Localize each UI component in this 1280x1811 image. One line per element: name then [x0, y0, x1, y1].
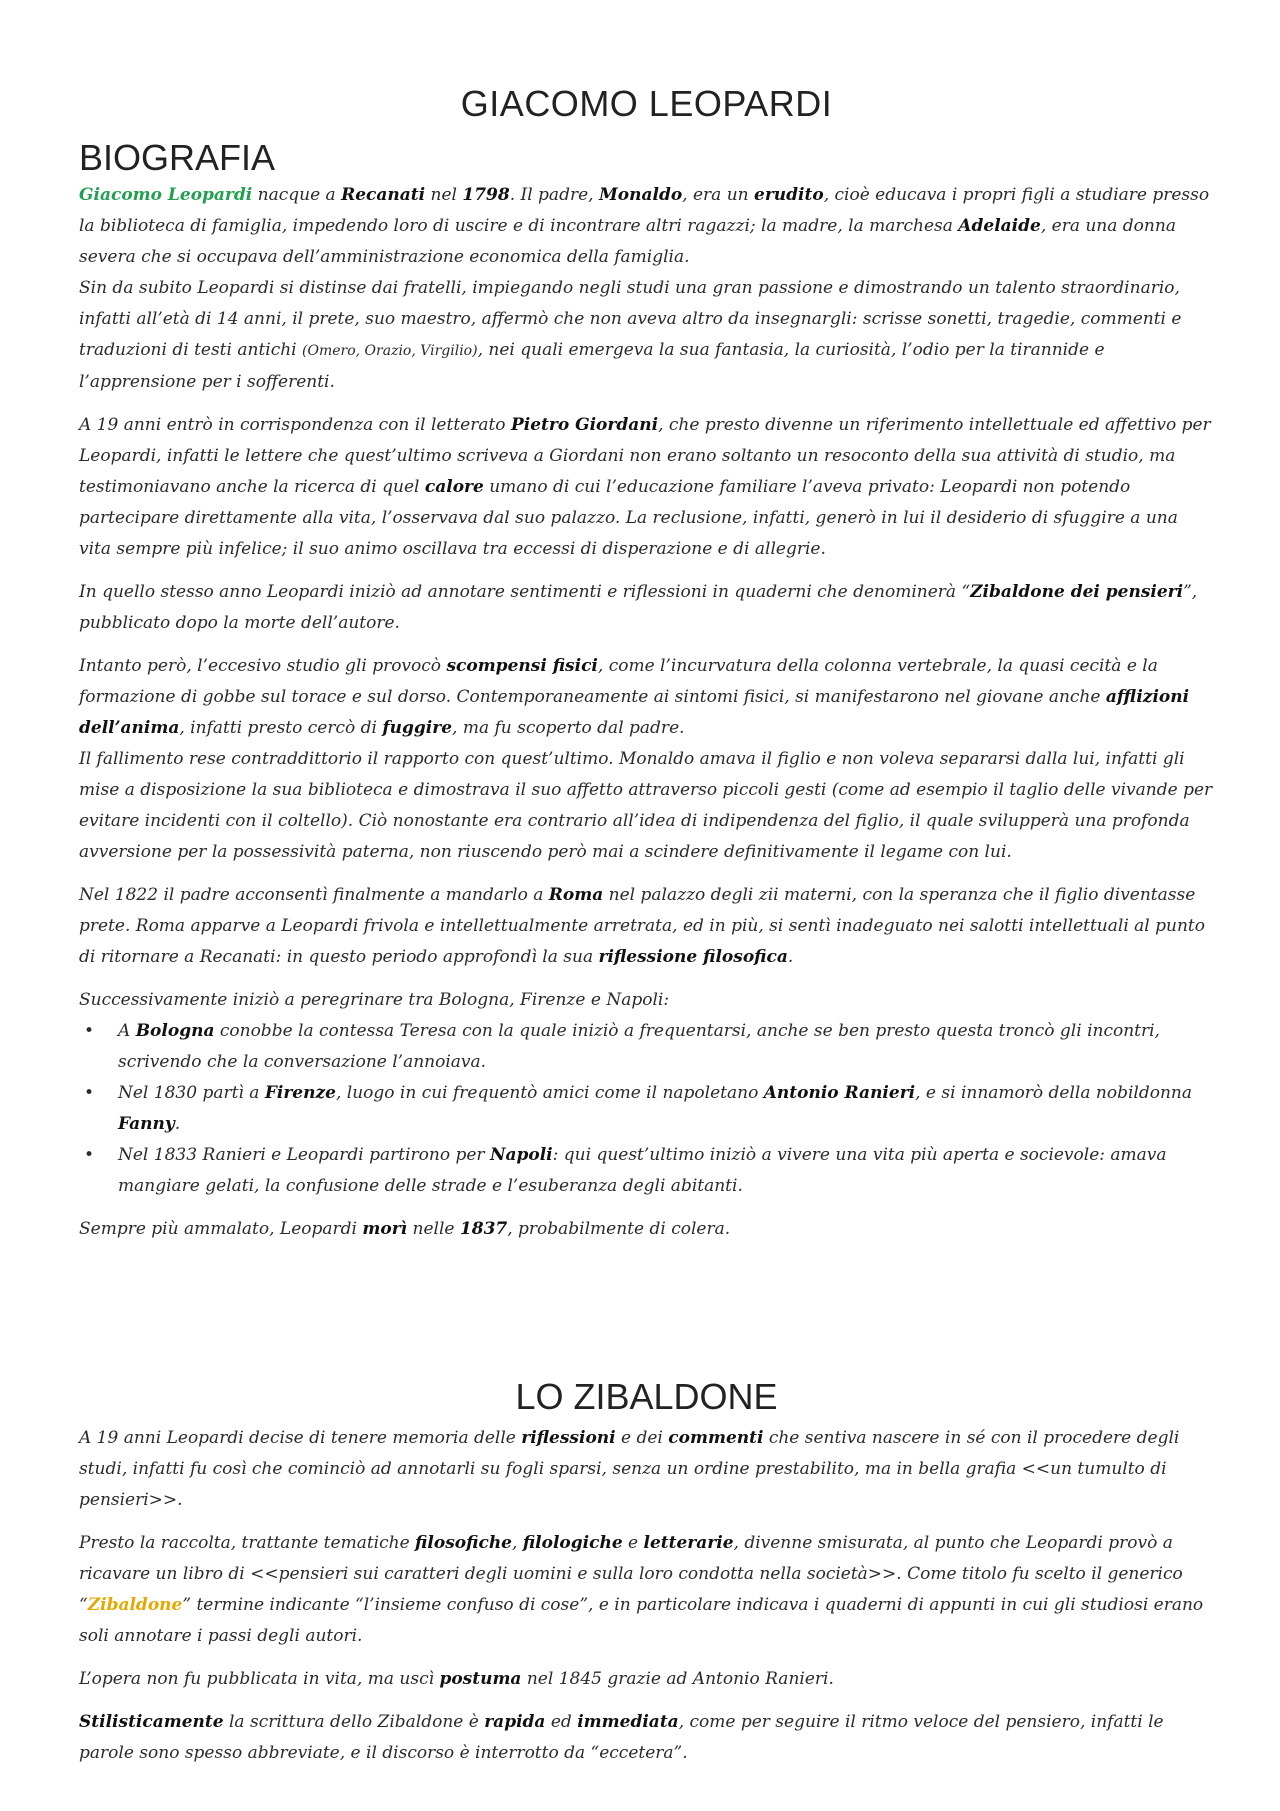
text-run: nel [425, 185, 463, 205]
text-run: : qui quest’ultimo iniziò a vivere una vita più aperta e socievole: amava mangiare gelati, la confusione delle strade e l’esuberanza degli abitanti. [118, 1145, 1167, 1196]
emphasis-text: Recanati [341, 185, 426, 205]
text-run: . [174, 1114, 181, 1134]
authors-note: (Omero, Orazio, Virgilio) [302, 343, 478, 359]
text-run: A 19 anni Leopardi decise di tenere memoria delle [79, 1428, 522, 1448]
emphasis-text: morì [362, 1219, 408, 1239]
list-item-text [118, 1083, 1192, 1134]
emphasis-text: 1837 [459, 1219, 508, 1239]
emphasis-text: riflessione filosofica [598, 947, 788, 967]
text-run: e dei [615, 1428, 669, 1448]
author-name-highlight: Giacomo Leopardi [79, 185, 253, 205]
text-run: , infatti presto cercò di [179, 718, 383, 738]
text-run: , era una donna severa che si occupava dell’amministrazione economica della famiglia. [79, 216, 1176, 267]
emphasis-text: filosofiche [415, 1533, 512, 1553]
text-run: , divenne smisurata, al punto che Leopardi provò a ricavare un libro di <<pensieri sui caratteri degli uomini e sulla loro condotta nella società>>. Come titolo fu scelto il generico “ [79, 1533, 1183, 1615]
emphasis-text: Bologna [135, 1021, 215, 1041]
paragraph [79, 744, 1214, 868]
text-run: ” termine indicante “l’insieme confuso di cose”, e in particolare indicava i quaderni di appunti in cui gli studiosi erano soli annotare i passi degli autori. [79, 1595, 1204, 1646]
text-run: nel 1845 grazie ad Antonio Ranieri. [521, 1669, 834, 1689]
emphasis-text: scompensi fisici [446, 656, 598, 676]
text-run: , nei quali emergeva la sua fantasia, la curiosità, l’odio per la tirannide e l’apprensione per i sofferenti. [79, 340, 1105, 392]
text-run: , ma fu scoperto dal padre. [452, 718, 685, 738]
text-run: Nel 1822 il padre acconsentì finalmente a mandarlo a [79, 885, 549, 905]
emphasis-text: commenti [668, 1428, 764, 1448]
emphasis-text: Adelaide [958, 216, 1041, 236]
paragraph [79, 180, 1214, 273]
paragraph [79, 1664, 1214, 1695]
text-run: che sentiva nascere in sé con il procedere degli studi, infatti fu così che cominciò ad annotarli su fogli sparsi, senza un ordine prestabilito, ma in bella grafia <<un tumulto di pensieri>>. [79, 1428, 1180, 1510]
paragraph [79, 651, 1214, 744]
text-run: , [512, 1533, 523, 1553]
emphasis-text: Roma [548, 885, 604, 905]
text-run: , come per seguire il ritmo veloce del pensiero, infatti le parole sono spesso abbreviate, e il discorso è interrotto da “eccetera”. [79, 1712, 1164, 1763]
emphasis-text: Napoli [489, 1145, 553, 1165]
emphasis-text: Pietro Giordani [510, 415, 659, 435]
paragraph [79, 410, 1214, 565]
text-run: . Il padre, [509, 185, 599, 205]
paragraph [79, 273, 1214, 398]
biografia-body [79, 180, 1214, 1245]
text-run: Successivamente iniziò a peregrinare tra Bologna, Firenze e Napoli: [79, 990, 670, 1010]
text-run: . [787, 947, 794, 967]
paragraph [79, 577, 1214, 639]
cities-list [79, 1016, 1214, 1202]
text-run: conobbe la contessa Teresa con la quale iniziò a frequentarsi, anche se ben presto questa troncò gli incontri, scrivendo che la conversazione l’annoiava. [118, 1021, 1160, 1072]
emphasis-text: riflessioni [521, 1428, 616, 1448]
emphasis-text: postuma [439, 1669, 522, 1689]
emphasis-text: Antonio Ranieri [763, 1083, 916, 1103]
text-run: Nel 1830 partì a [118, 1083, 265, 1103]
emphasis-text: Monaldo [598, 185, 683, 205]
paragraph [79, 1707, 1214, 1769]
emphasis-text: erudito [754, 185, 824, 205]
text-run: , come l’incurvatura della colonna vertebrale, la quasi cecità e la formazione di gobbe sul torace e sul dorso. Contemporaneamente ai sintomi fisici, si manifestarono nel giovane anche [79, 656, 1158, 707]
paragraph [79, 880, 1214, 973]
emphasis-text: fuggire [382, 718, 453, 738]
paragraph [79, 1528, 1214, 1652]
text-run: A [118, 1021, 136, 1041]
list-item-text [118, 1021, 1160, 1072]
text-run: Sin da subito Leopardi si distinse dai fratelli, impiegando negli studi una gran passione e dimostrando un talento straordinario, infatti all’età di 14 anni, il prete, suo maestro, affermò che non aveva altro da insegnargli: scrisse sonetti, tragedie, commenti e traduzioni di testi antichi [79, 278, 1182, 360]
list-item-text [118, 1145, 1167, 1196]
text-run: ed [545, 1712, 578, 1732]
emphasis-text: Zibaldone dei pensieri [970, 582, 1184, 602]
list-item [83, 1078, 1214, 1140]
text-run: A 19 anni entrò in corrispondenza con il letterato [79, 415, 511, 435]
zibaldone-heading: LO ZIBALDONE [515, 1376, 778, 1417]
emphasis-text: rapida [484, 1712, 546, 1732]
text-run: , cioè educava i propri figli a studiare presso la biblioteca di famiglia, impedendo loro di uscire e di incontrare altri ragazzi; la madre, la marchesa [79, 185, 1210, 236]
bullet-icon: • [83, 1021, 95, 1041]
list-item [83, 1016, 1214, 1078]
text-run: nacque a [252, 185, 342, 205]
zibaldone-highlight: Zibaldone [87, 1595, 183, 1615]
text-run: Il fallimento rese contraddittorio il rapporto con quest’ultimo. Monaldo amava il figlio e non voleva separarsi dalla lui, infatti gli mise a disposizione la sua biblioteca e dimostrava il suo affetto attraverso piccoli gesti (come ad esempio il taglio delle vivande per evitare incidenti con il coltello). Ciò nonostante era contrario all’idea di indipendenza del figlio, il quale svilupperà una profonda avversione per la possessività paterna, non riuscendo però mai a scindere definitivamente il legame con lui. [79, 749, 1213, 862]
section-spacer [79, 1257, 1214, 1375]
text-run: nel palazzo degli zii materni, con la speranza che il figlio diventasse prete. Roma apparve a Leopardi frivola e intellettualmente arretrata, ed in più, si sentì inadeguato nei salotti intellettuali al punto di ritornare a Recanati: in questo periodo approfondì la sua [79, 885, 1205, 967]
text-run: In quello stesso anno Leopardi iniziò ad annotare sentimenti e riflessioni in quaderni che denominerà “ [79, 582, 971, 602]
text-run: L’opera non fu pubblicata in vita, ma uscì [79, 1669, 440, 1689]
text-run: umano di cui l’educazione familiare l’aveva privato: Leopardi non potendo partecipare direttamente alla vita, l’osservava dal suo palazzo. La reclusione, infatti, generò in lui il desiderio di sfuggire a una vita sempre più infelice; il suo animo oscillava tra eccessi di disperazione e di allegrie. [79, 477, 1178, 559]
paragraph [79, 985, 1214, 1016]
emphasis-text: Firenze [264, 1083, 336, 1103]
text-run: Sempre più ammalato, Leopardi [79, 1219, 363, 1239]
text-run: , e si innamorò della nobildonna [915, 1083, 1192, 1103]
text-run: la scrittura dello Zibaldone è [223, 1712, 485, 1732]
text-run: , probabilmente di colera. [507, 1219, 731, 1239]
text-run: Presto la raccolta, trattante tematiche [79, 1533, 416, 1553]
text-run: Nel 1833 Ranieri e Leopardi partirono per [118, 1145, 490, 1165]
list-item [83, 1140, 1214, 1202]
emphasis-text: filologiche [522, 1533, 623, 1553]
paragraph [79, 1214, 1214, 1245]
emphasis-text: afflizioni dell’anima [79, 687, 1190, 738]
bullet-icon: • [83, 1083, 95, 1103]
emphasis-text: Fanny [118, 1114, 175, 1134]
text-run: Intanto però, l’eccesivo studio gli provocò [79, 656, 447, 676]
emphasis-text: calore [424, 477, 484, 497]
biografia-heading: BIOGRAFIA [79, 137, 276, 178]
emphasis-text: 1798 [462, 185, 510, 205]
bullet-icon: • [83, 1145, 95, 1165]
paragraph [79, 1423, 1214, 1516]
text-run: , che presto divenne un riferimento intellettuale ed affettivo per Leopardi, infatti le lettere che quest’ultimo scriveva a Giordani non erano soltanto un resoconto della sua attività di studio, ma testimoniavano anche la ricerca di quel [79, 415, 1211, 497]
document-title: GIACOMO LEOPARDI [460, 83, 833, 124]
text-run: e [622, 1533, 644, 1553]
text-run: nelle [407, 1219, 460, 1239]
emphasis-text: letterarie [643, 1533, 734, 1553]
text-run: , luogo in cui frequentò amici come il napoletano [335, 1083, 764, 1103]
text-run: , era un [682, 185, 755, 205]
text-run: ”, pubblicato dopo la morte dell’autore. [79, 582, 1198, 633]
emphasis-text: Stilisticamente [79, 1712, 224, 1732]
zibaldone-body [79, 1423, 1214, 1769]
emphasis-text: immediata [577, 1712, 679, 1732]
